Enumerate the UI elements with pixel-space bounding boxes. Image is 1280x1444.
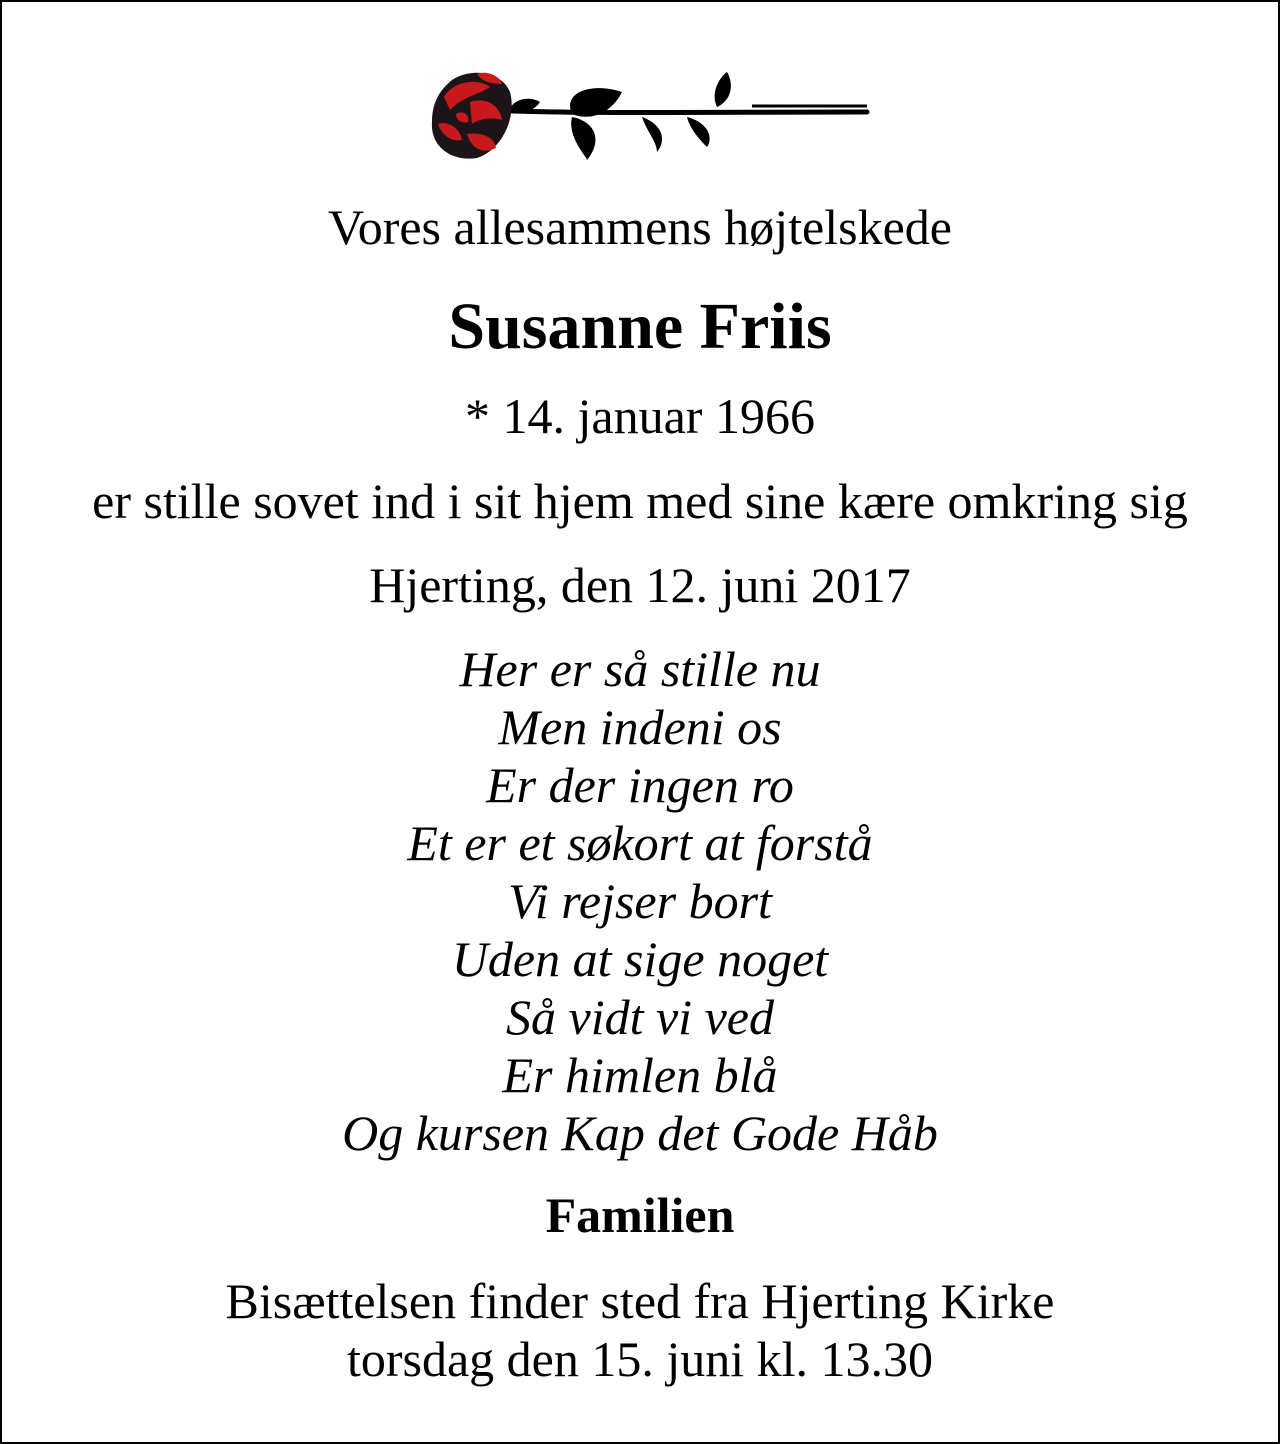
poem-line: Her er så stille nu (459, 641, 821, 697)
intro-text: Vores allesammens højtelskede (328, 199, 952, 255)
poem-line: Uden at sige noget (451, 931, 829, 987)
poem-line: Er der ingen ro (486, 757, 794, 813)
deceased-name: Susanne Friis (448, 290, 832, 363)
poem (2, 640, 1278, 1162)
birth-date: * 14. januar 1966 (465, 388, 815, 444)
poem-line: Vi rejser bort (508, 873, 772, 929)
funeral-line: torsdag den 15. juni kl. 13.30 (346, 1331, 934, 1387)
funeral-info (2, 1272, 1278, 1388)
poem-line: Så vidt vi ved (506, 989, 774, 1045)
funeral-line: Bisættelsen finder sted fra Hjerting Kirke (225, 1273, 1055, 1329)
poem-line: Men indeni os (498, 699, 782, 755)
place-and-date: Hjerting, den 12. juni 2017 (369, 557, 911, 613)
signature: Familien (545, 1187, 735, 1243)
poem-line: Et er et søkort at forstå (407, 815, 873, 871)
rose-icon (422, 62, 872, 172)
poem-line: Og kursen Kap det Gode Håb (342, 1105, 938, 1161)
passing-text: er stille sovet ind i sit hjem med sine kære omkring sig (92, 473, 1188, 529)
poem-line: Er himlen blå (502, 1047, 778, 1103)
